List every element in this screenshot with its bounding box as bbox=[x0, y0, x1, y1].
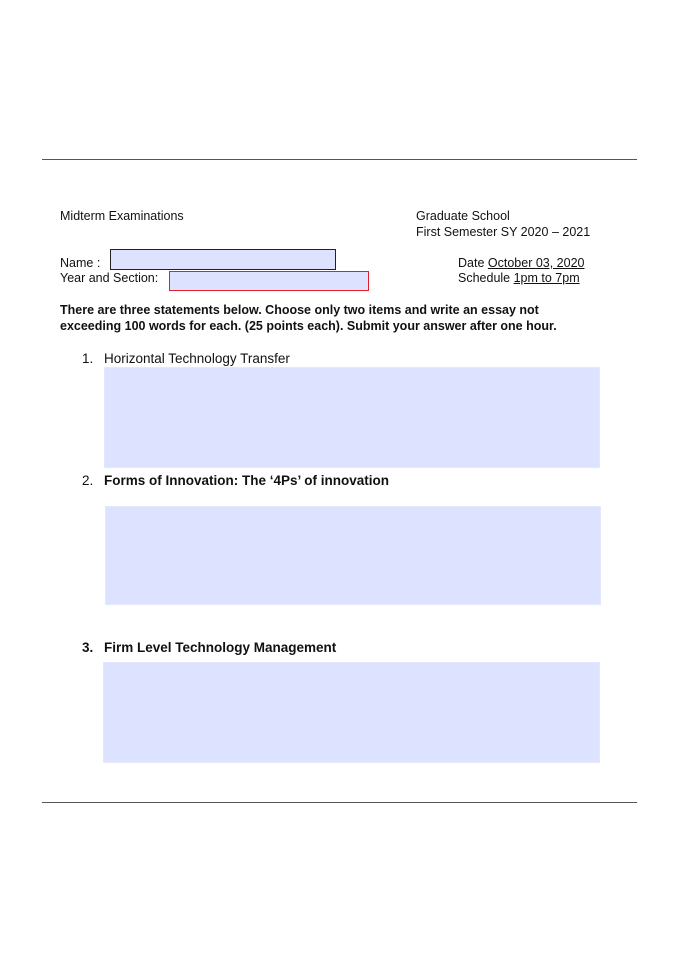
semester-label: First Semester SY 2020 – 2021 bbox=[416, 225, 591, 239]
question-3-answer-field[interactable] bbox=[103, 662, 600, 763]
year-section-label: Year and Section: bbox=[60, 271, 159, 285]
question-2-number: 2. bbox=[82, 473, 94, 488]
question-1-answer-field[interactable] bbox=[104, 367, 600, 468]
instructions-line-1: There are three statements below. Choose only two items and write an essay not bbox=[60, 303, 539, 317]
top-divider bbox=[42, 159, 637, 160]
question-1-text: Horizontal Technology Transfer bbox=[104, 351, 290, 366]
name-label: Name : bbox=[60, 256, 101, 270]
date-row bbox=[458, 256, 585, 270]
exam-title: Midterm Examinations bbox=[60, 209, 184, 223]
school-name: Graduate School bbox=[416, 209, 510, 223]
question-3-text: Firm Level Technology Management bbox=[104, 640, 337, 655]
date-value: October 03, 2020 bbox=[487, 256, 585, 270]
instructions-line-2: exceeding 100 words for each. (25 points each). Submit your answer after one hour. bbox=[60, 319, 557, 333]
schedule-row bbox=[458, 271, 580, 285]
question-2-text: Forms of Innovation: The ‘4Ps’ of innovation bbox=[104, 473, 390, 488]
date-label: Date bbox=[458, 256, 485, 270]
question-3-number: 3. bbox=[82, 640, 94, 655]
schedule-value: 1pm to 7pm bbox=[513, 271, 580, 285]
name-field[interactable] bbox=[110, 249, 336, 270]
question-1-number: 1. bbox=[82, 351, 94, 366]
bottom-divider bbox=[42, 802, 637, 803]
schedule-label: Schedule bbox=[458, 271, 511, 285]
year-section-field[interactable] bbox=[169, 271, 369, 291]
question-2-answer-field[interactable] bbox=[105, 506, 601, 605]
